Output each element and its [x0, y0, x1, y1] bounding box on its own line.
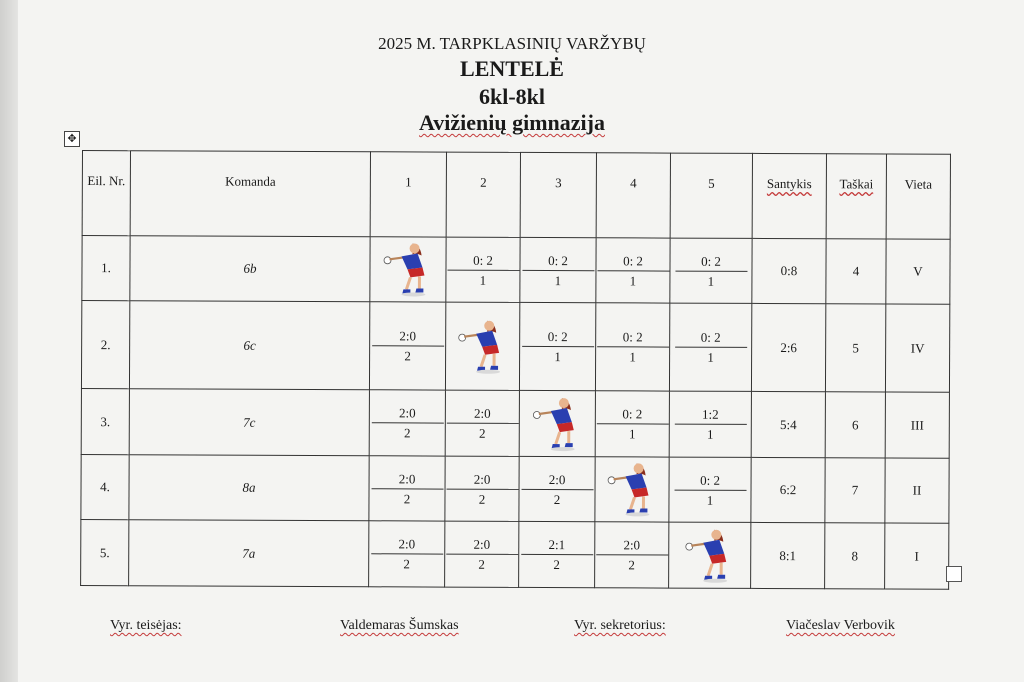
match-cell [595, 522, 669, 588]
team-name: 6c [129, 301, 369, 390]
match-score: 2:0 [446, 536, 518, 555]
match-points: 2 [478, 425, 486, 441]
place-value: II [885, 458, 949, 523]
match-result [521, 470, 593, 507]
match-result [674, 471, 746, 508]
match-score: 2:0 [446, 405, 518, 424]
match-cell [369, 456, 445, 521]
diagonal-cell [519, 390, 595, 456]
match-result [596, 536, 668, 573]
diagonal-cell [445, 302, 519, 390]
title-line-4 [0, 110, 1024, 136]
match-points: 2 [403, 425, 411, 441]
match-cell [669, 391, 751, 457]
match-cell [669, 457, 751, 522]
judge-label: Vyr. teisėjas: [110, 618, 182, 633]
match-cell [519, 521, 595, 587]
match-score: 0: 2 [675, 329, 747, 348]
match-score: 2:0 [446, 470, 518, 489]
header-col-5: 5 [670, 153, 752, 238]
secretary-label: Vyr. sekretorius: [574, 618, 666, 633]
match-points: 1 [707, 273, 715, 289]
table-row [81, 519, 949, 589]
points-value: 8 [825, 523, 885, 589]
volleyball-player-icon [458, 314, 508, 378]
points-value: 5 [825, 304, 885, 392]
points-value: 6 [825, 392, 885, 458]
match-cell [369, 390, 445, 456]
match-score: 0: 2 [522, 251, 594, 270]
match-points: 2 [478, 491, 486, 507]
match-result [447, 251, 519, 288]
title-school: Avižienių gimnazija [419, 110, 605, 135]
match-cell [595, 303, 669, 391]
match-result [522, 328, 594, 365]
table-row [81, 388, 949, 458]
row-number: 5. [81, 519, 129, 585]
volleyball-player-icon [383, 237, 433, 301]
match-result [522, 251, 594, 288]
match-cell [520, 237, 596, 302]
table-row [81, 301, 949, 393]
header-col-2: 2 [446, 152, 520, 237]
place-value: III [885, 392, 949, 458]
match-result [674, 406, 746, 443]
match-result [446, 470, 518, 507]
match-result [675, 252, 747, 289]
match-points: 2 [628, 557, 635, 573]
match-result [597, 252, 669, 289]
match-result [597, 328, 669, 365]
team-name: 7a [129, 520, 369, 587]
match-cell [369, 521, 445, 587]
points-value: 4 [826, 239, 886, 304]
match-cell [446, 237, 520, 302]
judge-name: Valdemaras Šumskas [340, 618, 459, 633]
diagonal-cell [370, 237, 446, 302]
header-col-4: 4 [596, 153, 670, 238]
match-score: 2:1 [521, 536, 593, 555]
team-name: 7c [129, 389, 369, 456]
match-cell [670, 238, 752, 303]
header-nr: Eil. Nr. [82, 151, 130, 236]
match-cell [669, 303, 751, 391]
match-points: 2 [403, 490, 411, 506]
row-number: 1. [82, 236, 130, 301]
match-cell [445, 390, 519, 456]
match-points: 1 [479, 272, 487, 288]
match-points: 2 [403, 556, 410, 572]
match-score: 0: 2 [675, 252, 747, 271]
diagonal-cell [669, 522, 751, 588]
volleyball-player-icon [607, 457, 657, 521]
match-result [596, 405, 668, 442]
match-points: 2 [478, 556, 485, 572]
place-value: V [886, 239, 950, 304]
place-value: I [885, 523, 949, 589]
match-score: 0: 2 [447, 251, 519, 270]
results-table [80, 150, 951, 590]
match-cell [596, 238, 670, 303]
match-score: 2:0 [371, 404, 443, 423]
diagonal-cell [595, 457, 669, 522]
title-line-2: LENTELĖ [460, 56, 564, 81]
match-score: 1:2 [674, 406, 746, 425]
match-score: 2:0 [371, 535, 443, 554]
header-ratio: Santykis [752, 153, 826, 238]
match-points: 1 [554, 349, 561, 365]
match-points: 1 [629, 272, 637, 288]
header-points: Taškai [826, 154, 886, 239]
match-result [521, 536, 593, 573]
header-row [82, 151, 950, 240]
header-col-3: 3 [520, 152, 596, 237]
row-number: 2. [81, 301, 129, 389]
ratio-value: 8:1 [751, 522, 825, 588]
match-points: 2 [553, 491, 561, 507]
match-result [446, 405, 518, 442]
header-team: Komanda [130, 151, 370, 237]
points-value: 7 [825, 458, 885, 523]
header-place: Vieta [886, 154, 950, 239]
match-result [371, 470, 443, 507]
match-cell [595, 391, 669, 457]
match-points: 1 [629, 349, 636, 365]
title-line-3: 6kl-8kl [478, 84, 546, 109]
match-points: 2 [404, 348, 411, 364]
match-score: 2:0 [521, 470, 593, 489]
header-col-1: 1 [370, 152, 446, 237]
team-name: 6b [130, 236, 370, 302]
table-row [82, 236, 950, 305]
match-result [371, 535, 443, 572]
match-points: 1 [707, 349, 714, 365]
match-score: 0: 2 [522, 328, 594, 347]
match-score: 0: 2 [674, 471, 746, 490]
ratio-value: 0:8 [752, 238, 826, 303]
ratio-value: 6:2 [751, 457, 825, 522]
match-score: 0: 2 [596, 405, 668, 424]
match-result [446, 536, 518, 573]
match-points: 1 [706, 426, 714, 442]
match-result [372, 327, 444, 364]
match-score: 2:0 [372, 327, 444, 346]
ratio-value: 5:4 [751, 391, 825, 457]
volleyball-player-icon [685, 523, 735, 587]
match-points: 2 [553, 557, 560, 573]
team-name: 8a [129, 455, 369, 521]
row-number: 3. [81, 388, 129, 454]
volleyball-player-icon [532, 391, 582, 455]
ratio-value: 2:6 [751, 303, 825, 391]
match-cell [519, 302, 595, 390]
match-score: 0: 2 [597, 328, 669, 347]
move-arrows-icon[interactable]: ✥ [64, 131, 80, 147]
match-cell [445, 521, 519, 587]
title-line-1: 2025 M. TARPKLASINIŲ VARŽYBŲ [378, 34, 646, 53]
table-resize-handle[interactable] [946, 566, 962, 582]
table-row [81, 454, 949, 523]
place-value: IV [885, 304, 949, 392]
match-result [371, 404, 443, 441]
match-points: 1 [706, 492, 714, 508]
match-cell [519, 456, 595, 521]
match-score: 2:0 [596, 536, 668, 555]
match-points: 1 [554, 272, 562, 288]
secretary-name: Viačeslav Verbovik [786, 618, 895, 633]
match-score: 0: 2 [597, 252, 669, 271]
row-number: 4. [81, 454, 129, 519]
match-cell [369, 302, 445, 390]
match-result [675, 329, 747, 366]
match-points: 1 [628, 426, 636, 442]
match-cell [445, 456, 519, 521]
match-score: 2:0 [371, 470, 443, 489]
